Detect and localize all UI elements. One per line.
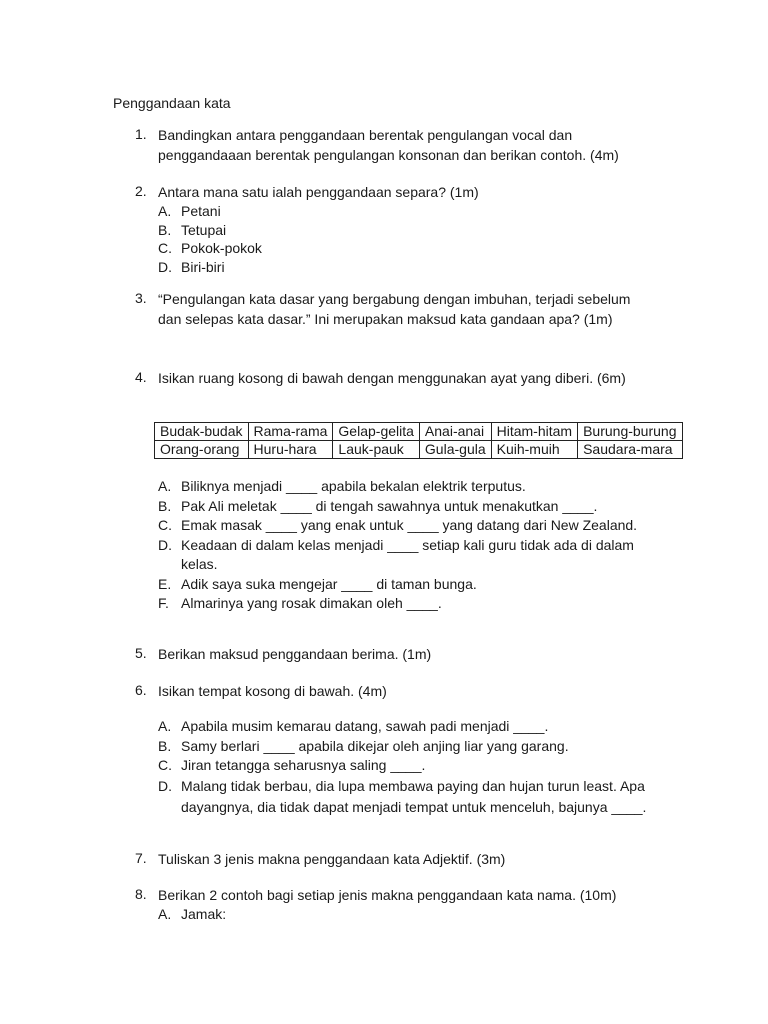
- question-text: “Pengulangan kata dasar yang bergabung dengan imbuhan, terjadi sebelum dan selepas kata dasar.” Ini merupakan maksud kata gandaan apa? (1m): [158, 291, 631, 327]
- option-item: [158, 477, 655, 497]
- option-letter: D.: [158, 536, 172, 553]
- option-text: Malang tidak berbau, dia lupa membawa paying dan hujan turun least. Apa dayangnya, dia tidak dapat menjadi tempat untuk menceluh, bajunya ____.: [181, 777, 647, 815]
- option-text: Samy berlari ____ apabila dikejar oleh anjing liar yang garang.: [181, 737, 569, 754]
- option-text: Apabila musim kemarau datang, sawah padi menjadi ____.: [181, 718, 549, 734]
- option-letter: B.: [158, 221, 172, 238]
- question-6: [135, 681, 655, 701]
- question-number: 8.: [135, 886, 147, 902]
- option-list: [158, 477, 655, 614]
- question-5: [135, 644, 655, 664]
- document-title: Penggandaan kata: [113, 95, 231, 111]
- table-cell: Kuih-muih: [491, 441, 577, 459]
- question-2: [135, 182, 655, 276]
- question-text: Berikan 2 contoh bagi setiap jenis makna penggandaan kata nama. (10m): [158, 887, 617, 903]
- option-text: Biliknya menjadi ____ apabila bekalan elektrik terputus.: [181, 478, 526, 494]
- table-cell: Budak-budak: [155, 423, 249, 441]
- option-text: Keadaan di dalam kelas menjadi ____ setiap kali guru tidak ada di dalam kelas.: [181, 536, 634, 572]
- option-item: [158, 737, 655, 757]
- option-letter: E.: [158, 575, 172, 592]
- option-letter: A.: [158, 203, 172, 219]
- option-item: [158, 202, 655, 221]
- table-cell: Anai-anai: [419, 423, 491, 441]
- option-letter: C.: [158, 517, 172, 533]
- question-8: [135, 885, 655, 924]
- question-text: Bandingkan antara penggandaan berentak pengulangan vocal dan penggandaaan berentak pengulangan konsonan dan berikan contoh. (4m): [158, 127, 619, 163]
- option-text: Emak masak ____ yang enak untuk ____ yang datang dari New Zealand.: [181, 517, 638, 533]
- word-table: [154, 422, 683, 459]
- option-list: [158, 717, 655, 818]
- option-item: [158, 905, 655, 924]
- option-item: [158, 497, 655, 517]
- question-text: Isikan tempat kosong di bawah. (4m): [158, 683, 387, 699]
- question-number: 3.: [135, 290, 147, 306]
- question-number: 7.: [135, 850, 147, 866]
- option-letter: C.: [158, 757, 172, 773]
- option-text: Biri-biri: [181, 258, 225, 275]
- option-item: [158, 776, 655, 818]
- question-4-options: [135, 477, 655, 614]
- option-text: Pak Ali meletak ____ di tengah sawahnya untuk menakutkan ____.: [181, 497, 598, 514]
- table-row: [155, 423, 683, 441]
- option-text: Jamak:: [181, 906, 227, 922]
- option-list: [158, 905, 655, 924]
- question-number: 6.: [135, 682, 147, 698]
- question-6-options: [135, 717, 655, 818]
- table-cell: Gelap-gelita: [333, 423, 420, 441]
- option-letter: B.: [158, 497, 172, 514]
- option-item: [158, 756, 655, 776]
- option-text: Petani: [181, 203, 221, 219]
- option-text: Adik saya suka mengejar ____ di taman bunga.: [181, 575, 477, 592]
- option-item: [158, 594, 655, 614]
- option-item: [158, 516, 655, 536]
- option-letter: D.: [158, 258, 172, 275]
- table-cell: Burung-burung: [578, 423, 682, 441]
- option-item: [158, 536, 655, 575]
- question-number: 1.: [135, 126, 147, 142]
- option-text: Jiran tetangga seharusnya saling ____.: [181, 757, 426, 773]
- table-cell: Saudara-mara: [578, 441, 682, 459]
- question-number: 2.: [135, 183, 147, 199]
- option-item: [158, 575, 655, 595]
- question-number: 4.: [135, 369, 147, 385]
- table-cell: Orang-orang: [155, 441, 249, 459]
- option-item: [158, 239, 655, 258]
- option-letter: C.: [158, 240, 172, 256]
- option-item: [158, 221, 655, 240]
- table-cell: Rama-rama: [248, 423, 333, 441]
- question-text: Antara mana satu ialah penggandaan separa? (1m): [158, 184, 479, 200]
- question-text: Tuliskan 3 jenis makna penggandaan kata Adjektif. (3m): [158, 851, 506, 867]
- question-text: Berikan maksud penggandaan berima. (1m): [158, 646, 432, 662]
- option-text: Tetupai: [181, 221, 227, 238]
- question-number: 5.: [135, 645, 147, 661]
- question-4: [135, 368, 655, 388]
- table-cell: Gula-gula: [419, 441, 491, 459]
- question-text: Isikan ruang kosong di bawah dengan menggunakan ayat yang diberi. (6m): [158, 370, 626, 386]
- option-text: Almarinya yang rosak dimakan oleh ____.: [181, 595, 442, 611]
- option-letter: A.: [158, 478, 172, 494]
- option-text: Pokok-pokok: [181, 240, 262, 256]
- question-3: [135, 289, 655, 329]
- question-1: [135, 125, 655, 165]
- option-letter: A.: [158, 718, 172, 734]
- option-item: [158, 717, 655, 737]
- table-cell: Huru-hara: [248, 441, 333, 459]
- option-letter: D.: [158, 777, 172, 794]
- question-7: [135, 849, 655, 869]
- option-letter: B.: [158, 737, 172, 754]
- table-cell: Lauk-pauk: [333, 441, 420, 459]
- table-cell: Hitam-hitam: [491, 423, 577, 441]
- table-row: [155, 441, 683, 459]
- option-list: [158, 202, 655, 276]
- option-letter: F.: [158, 595, 169, 611]
- option-letter: A.: [158, 906, 172, 922]
- option-item: [158, 258, 655, 277]
